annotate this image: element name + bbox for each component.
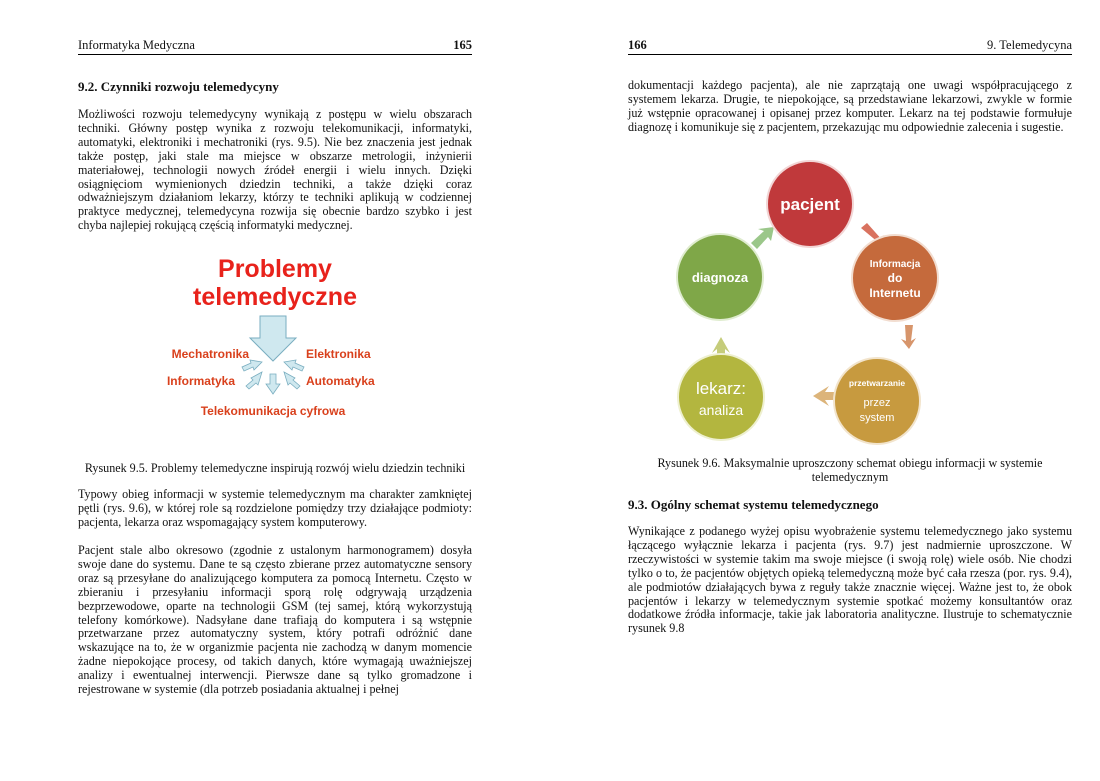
arrow-informacja-to-przetwarzanie-icon: [901, 325, 916, 349]
running-title: Informatyka Medyczna: [78, 38, 195, 52]
paragraph: dokumentacji każdego pacjenta), ale nie zaprzątają one uwagi współpracującego z systemem lekarza. Drugie, te niepokojące, są przedstawiane lekarzowi, zwykle w formie już wstępnie opracowanej i opisanej przez komputer. Lekarz na tej podstawie formułuje diagnozę i komunikuje się z pacjentem, przekazując mu odpowiednie zalecenia i sugestie.: [628, 78, 1072, 134]
node-diagnoza-label: diagnoza: [691, 270, 749, 285]
page-number: 166: [628, 38, 647, 52]
node-pacjent-label: pacjent: [780, 195, 840, 214]
node-informacja-line1: Informacja: [869, 259, 921, 270]
paragraph: Możliwości rozwoju telemedycyny wynikają z postępu w wielu obszarach techniki. Główny postęp wynika z rozwoju telekomunikacji, informatyki, automatyki, elektroniki i mechatroniki (rys. 9.5). Nie bez znaczenia jest jednak także postęp, jaki stale ma miejsce w obszarze metrologii, inżynierii materiałowej, technologii nowych źródeł energii i wielu innych. Dzięki osiągnięciom wymienionych dziedzin techniki, a także dzięki coraz odważniejszym działaniom lekarzy, którzy te techniki aplikują w codziennej praktyce medycznej, telemedycyna rozwija się obecnie bardzo szybko i jest chyba najlepiej rokującą częścią informatyki medycznej.: [78, 107, 472, 233]
node-lekarz-line2: analiza: [698, 402, 744, 418]
figure-caption-line2: telemedycznym: [811, 470, 889, 484]
node-przetwarzanie-line3: system: [859, 412, 895, 424]
label-elektronika: Elektronika: [306, 347, 371, 361]
figure-information-cycle: [665, 155, 955, 445]
figure-caption-line1: Rysunek 9.6. Maksymalnie uproszczony schemat obiegu informacji w systemie: [657, 456, 1043, 470]
running-title: 9. Telemedycyna: [987, 38, 1072, 52]
node-lekarz-line1: lekarz:: [695, 379, 747, 398]
node-informacja-line3: Internetu: [869, 286, 921, 300]
arrow-right-up-icon: [284, 360, 304, 371]
arrow-diagnoza-to-pacjent-icon: [751, 227, 774, 249]
node-informacja-line2: do: [887, 271, 903, 285]
figure-caption: Rysunek 9.5. Problemy telemedyczne inspirują rozwój wielu dziedzin techniki: [84, 461, 466, 475]
label-telekomunikacja: Telekomunikacja cyfrowa: [200, 404, 346, 418]
arrow-right-down-icon: [284, 372, 300, 389]
arrow-down-small-icon: [266, 374, 280, 394]
node-przetwarzanie-line2: przez: [863, 397, 891, 409]
label-automatyka: Automatyka: [306, 374, 375, 388]
arrow-left-down-icon: [246, 372, 262, 389]
page-number: 165: [453, 38, 472, 52]
figure-title-line2: telemedyczne: [193, 283, 357, 311]
node-przetwarzanie-line1: przetwarzanie: [848, 378, 906, 388]
label-mechatronika: Mechatronika: [171, 347, 249, 361]
big-down-arrow-icon: [250, 316, 296, 361]
figure-problemy-telemedyczne: [150, 250, 400, 422]
right-page: [550, 0, 1100, 781]
paragraph: Pacjent stale albo okresowo (zgodnie z ustalonym harmonogramem) dosyła swoje dane do systemu. Dane te są często zbierane przez automatyczne sensory oraz są przesyłane do analizującego komputera za pomocą Internetu. Często w zbieraniu i przesyłaniu informacji sporą rolę odgrywają urządzenia bezprzewodowe, oparte na technologii GSM (tej samej, którą wykorzystują telefony komórkowe). Nadsyłane dane trafiają do komputera i są wstępnie przetwarzane przez automatyczny system, który potrafi odróżnić dane wskazujące na to, że w organizmie pacjenta nie zachodzą w danym momencie żadne niepokojące procesy, od takich danych, które wymagają uważniejszej analizy i ewentualnej interwencji. Pierwsze dane są tylko gromadzone i rejestrowane w systemie (dla potrzeb posiadania aktualnej i pełnej: [78, 543, 472, 697]
page-header: [78, 38, 472, 55]
section-heading: 9.2. Czynniki rozwoju telemedycyny: [78, 79, 279, 94]
figure-title-line1: Problemy: [218, 255, 332, 283]
page-header: [628, 38, 1072, 55]
label-informatyka: Informatyka: [166, 374, 235, 388]
arrow-left-up-icon: [242, 360, 262, 371]
paragraph: Typowy obieg informacji w systemie telemedycznym ma charakter zamkniętej pętli (rys. 9.6), w której role są rozdzielone pomiędzy trzy działające podmioty: pacjenta, lekarza oraz wspomagający system komputerowy.: [78, 487, 472, 529]
section-heading: 9.3. Ogólny schemat systemu telemedycznego: [628, 497, 879, 512]
paragraph: Wynikające z podanego wyżej opisu wyobrażenie systemu telemedycznego jako systemu łączącego wyłącznie lekarza i pacjenta (rys. 9.7) jest nadmiernie uproszczone. W rzeczywistości w systemie takim ma swoje miejsce (i swoją rolę) wiele osób. Nie chodzi tylko o to, że pacjentów objętych opieką telemedyczną może być cała rzesza (por. rys. 9.4), ale podmiotów działających bywa z reguły także znacznie więcej. Ważne jest to, że obok pacjentów i lekarzy w telemedycznym systemie spotkać możemy konsultantów oraz dodatkowe źródła informacje, takie jak laboratoria analityczne. Ilustruje to schematycznie rysunek 9.8: [628, 524, 1072, 636]
